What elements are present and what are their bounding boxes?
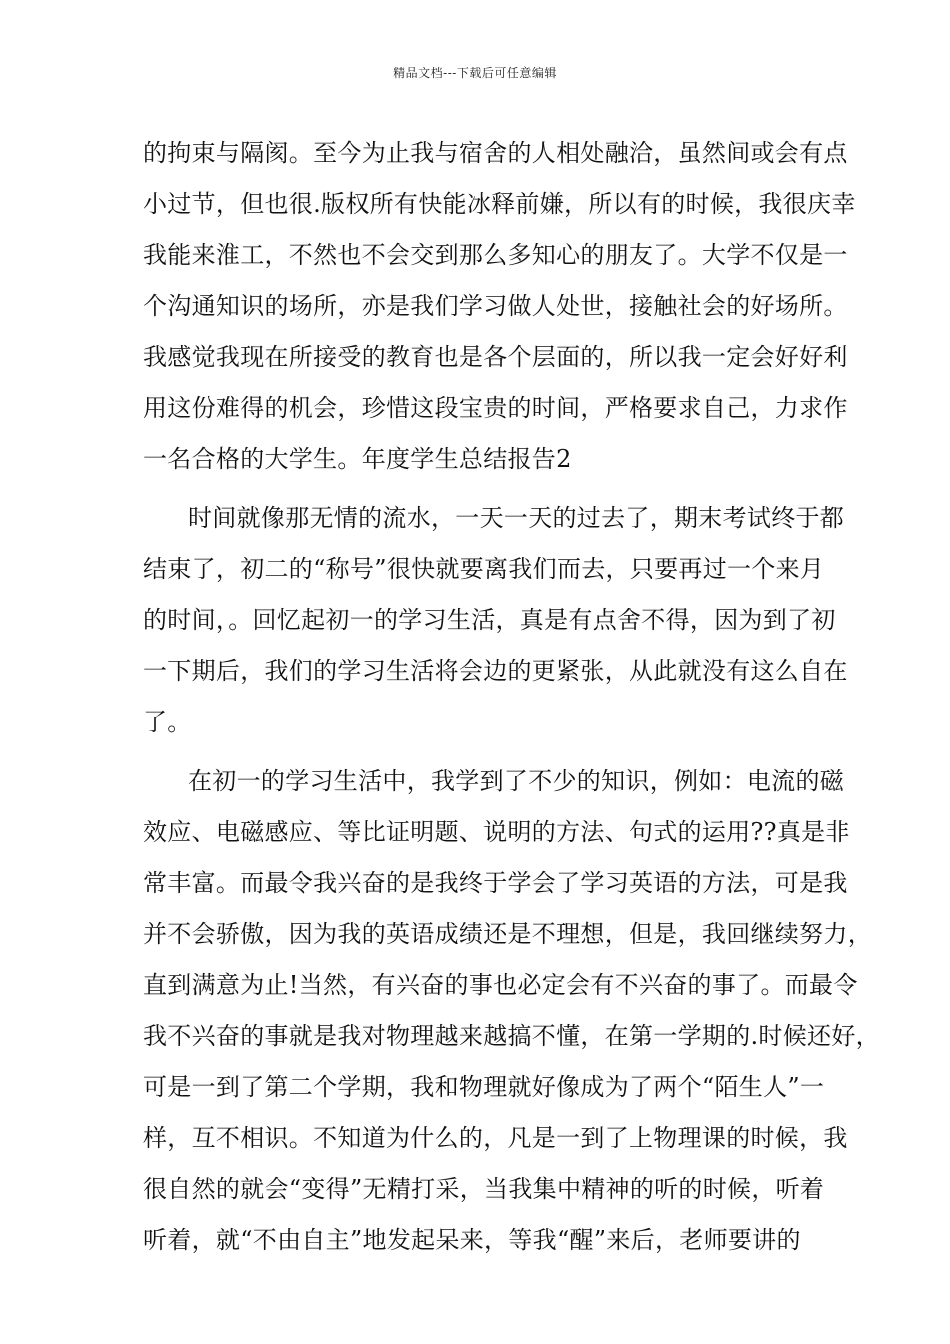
text-line-first: 在初一的学习生活中，我学到了不少的知识，例如：电流的磁 bbox=[188, 767, 845, 795]
text-line: 可是一到了第二个学期，我和物理就好像成为了两个“陌生人”一 bbox=[143, 1073, 825, 1101]
text-line: 效应、电磁感应、等比证明题、说明的方法、句式的运用??真是非 bbox=[143, 818, 850, 846]
text-line: 的时间，。回忆起初一的学习生活，真是有点舍不得，因为到了初 bbox=[143, 606, 836, 634]
text-line: 听着，就“不由自主”地发起呆来，等我“醒”来后，老师要讲的 bbox=[143, 1226, 801, 1254]
text-line: 我感觉我现在所接受的教育也是各个层面的，所以我一定会好好利 bbox=[143, 343, 848, 371]
document-body bbox=[143, 128, 880, 1266]
text-line-first: 时间就像那无情的流水，一天一天的过去了，期末考试终于都 bbox=[188, 504, 845, 532]
paragraph-spacer bbox=[143, 748, 823, 756]
paragraph bbox=[143, 128, 856, 485]
paragraph bbox=[143, 756, 880, 1266]
text-line: 个沟通知识的场所，亦是我们学习做人处世，接触社会的好场所。 bbox=[143, 292, 848, 320]
text-line: 了。 bbox=[143, 708, 192, 736]
text-line: 的拘束与隔阂。至今为止我与宿舍的人相处融洽，虽然间或会有点 bbox=[143, 139, 848, 167]
text-line: 我能来淮工，不然也不会交到那么多知心的朋友了。大学不仅是一 bbox=[143, 241, 848, 269]
text-line: 直到满意为止!当然，有兴奋的事也必定会有不兴奋的事了。而最令 bbox=[143, 971, 858, 999]
page-header: 精品文档---下载后可任意编辑 bbox=[393, 66, 557, 80]
text-line: 一名合格的大学生。年度学生总结报告2 bbox=[143, 445, 572, 473]
text-line: 样，互不相识。不知道为什么的，凡是一到了上物理课的时候，我 bbox=[143, 1124, 848, 1152]
text-line: 常丰富。而最令我兴奋的是我终于学会了学习英语的方法，可是我 bbox=[143, 869, 848, 897]
paragraph-spacer bbox=[143, 485, 823, 493]
text-line: 我不兴奋的事就是我对物理越来越搞不懂，在第一学期的.时候还好， bbox=[143, 1022, 880, 1050]
text-line: 很自然的就会“变得”无精打采，当我集中精神的听的时候，听着 bbox=[143, 1175, 825, 1203]
text-line: 一下期后，我们的学习生活将会边的更紧张，从此就没有这么自在 bbox=[143, 657, 848, 685]
text-line: 用这份难得的机会，珍惜这段宝贵的时间，严格要求自己，力求作 bbox=[143, 394, 848, 422]
paragraph bbox=[143, 493, 848, 748]
text-line: 小过节，但也很.版权所有快能冰释前嫌，所以有的时候，我很庆幸 bbox=[143, 190, 856, 218]
text-line: 并不会骄傲，因为我的英语成绩还是不理想，但是，我回继续努力， bbox=[143, 920, 872, 948]
text-line: 结束了，初二的“称号”很快就要离我们而去，只要再过一个来月 bbox=[143, 555, 825, 583]
